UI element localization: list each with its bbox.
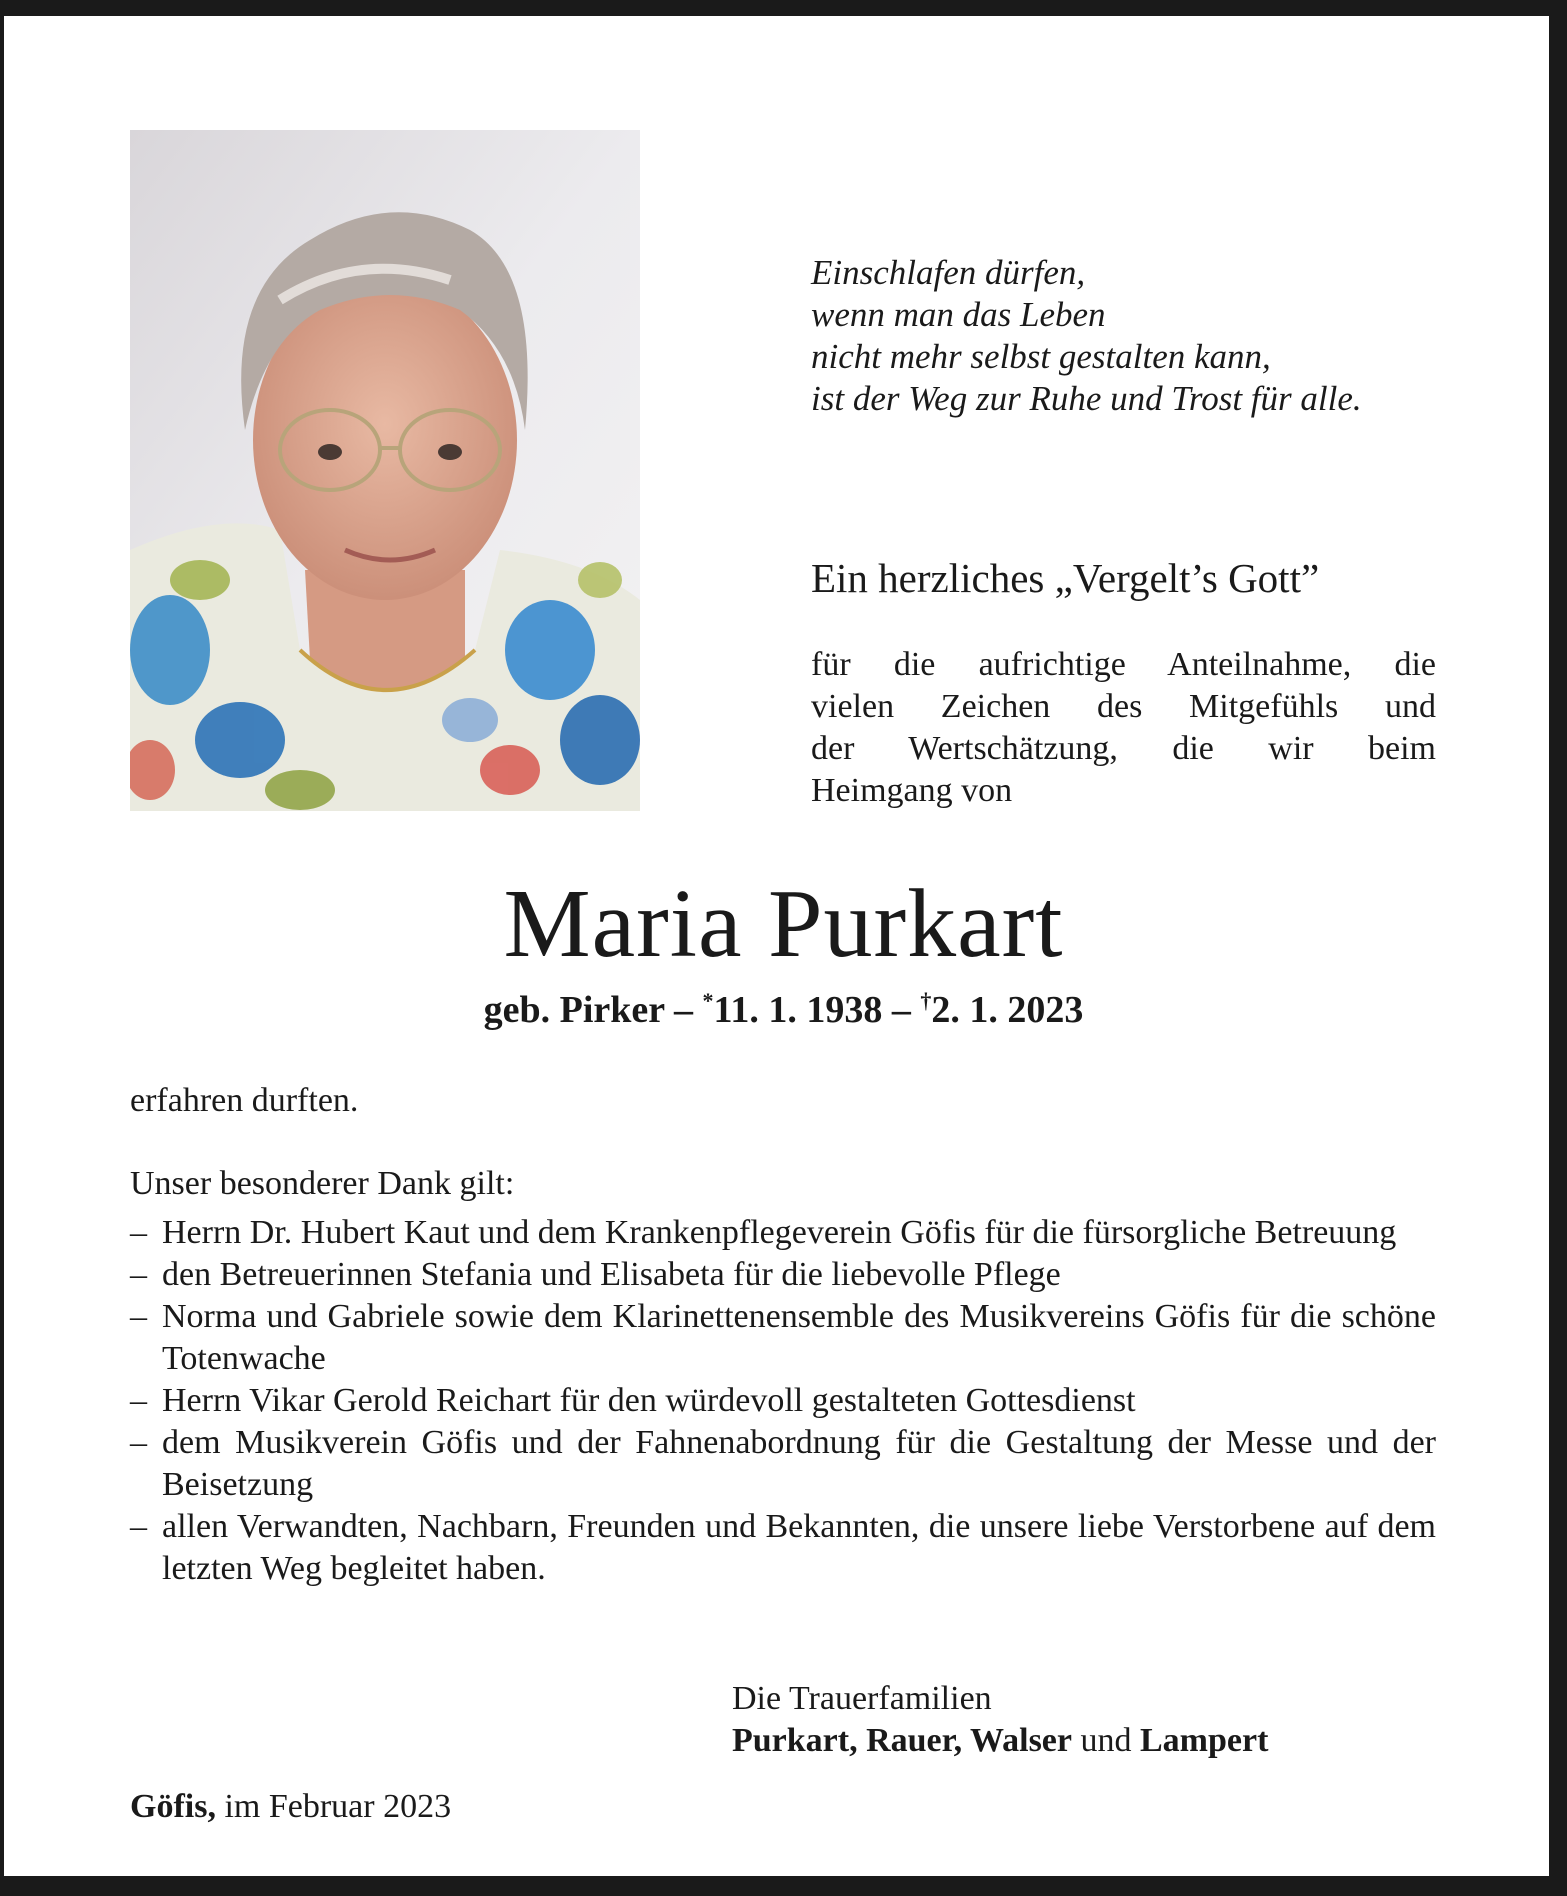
families-conjunction: und — [1071, 1722, 1140, 1759]
list-item — [130, 1212, 1436, 1254]
poem-line: ist der Weg zur Ruhe und Trost für alle. — [811, 379, 1362, 418]
place-date — [130, 1786, 451, 1828]
death-date: 2. 1. 2023 — [931, 989, 1084, 1031]
thanks-heading: Ein herzliches „Vergelt’s Gott” — [811, 555, 1320, 601]
life-dates — [0, 988, 1567, 1032]
list-item — [130, 1422, 1436, 1506]
list-item — [130, 1380, 1436, 1422]
list-item-text: dem Musikverein Göfis und der Fahnenabordnung für die Gestaltung der Messe und der Beisetzung — [162, 1424, 1436, 1503]
thanks-list — [130, 1212, 1436, 1590]
signature-intro: Die Trauerfamilien — [732, 1680, 992, 1717]
list-item-text: den Betreuerinnen Stefania und Elisabeta für die liebevolle Pflege — [162, 1256, 1061, 1293]
intro-line: für die aufrichtige Anteilnahme, die — [811, 646, 1436, 683]
list-item-text: Norma und Gabriele sowie dem Klarinettenensemble des Musikvereins Göfis für die schöne Totenwache — [162, 1298, 1436, 1377]
death-symbol: † — [920, 988, 932, 1013]
dash: – — [130, 1214, 147, 1251]
separator: – — [882, 989, 921, 1031]
list-item — [130, 1506, 1436, 1590]
separator: – — [664, 989, 703, 1031]
birth-symbol: * — [702, 988, 714, 1013]
list-item-text: Herrn Vikar Gerold Reichart für den würdevoll gestalteten Gottesdienst — [162, 1382, 1136, 1419]
dash: – — [130, 1508, 147, 1545]
intro-line: Heimgang von — [811, 772, 1013, 809]
poem-line: Einschlafen dürfen, — [811, 253, 1086, 292]
dash: – — [130, 1382, 147, 1419]
families-primary: Purkart, Rauer, Walser — [732, 1722, 1072, 1759]
list-item — [130, 1296, 1436, 1380]
families-last: Lampert — [1139, 1722, 1269, 1759]
place-town: Göfis, — [130, 1788, 216, 1825]
deceased-name: Maria Purkart — [503, 870, 1064, 978]
poem-line: nicht mehr selbst gestalten kann, — [811, 337, 1271, 376]
list-item — [130, 1254, 1436, 1296]
place-date-text: im Februar 2023 — [215, 1788, 452, 1825]
dash: – — [130, 1298, 147, 1335]
list-item-text: allen Verwandten, Nachbarn, Freunden und Bekannten, die unsere liebe Verstorbene auf dem letzten Weg begleitet haben. — [162, 1508, 1436, 1587]
dank-intro: Unser besonderer Dank gilt: — [130, 1165, 515, 1202]
signature-families — [732, 1720, 1268, 1762]
portrait-photo — [130, 130, 640, 811]
dash: – — [130, 1256, 147, 1293]
list-item-text: Herrn Dr. Hubert Kaut und dem Krankenpflegeverein Göfis für die fürsorgliche Betreuung — [162, 1214, 1397, 1251]
birth-date: 11. 1. 1938 — [713, 989, 883, 1031]
after-name-text: erfahren durften. — [130, 1082, 359, 1119]
intro-text — [811, 644, 1436, 812]
intro-line: der Wertschätzung, die wir beim — [811, 730, 1436, 767]
poem-line: wenn man das Leben — [811, 295, 1106, 334]
intro-line: vielen Zeichen des Mitgefühls und — [811, 688, 1436, 725]
maiden-name: geb. Pirker — [483, 989, 665, 1031]
poem — [811, 252, 1451, 420]
dash: – — [130, 1424, 147, 1461]
